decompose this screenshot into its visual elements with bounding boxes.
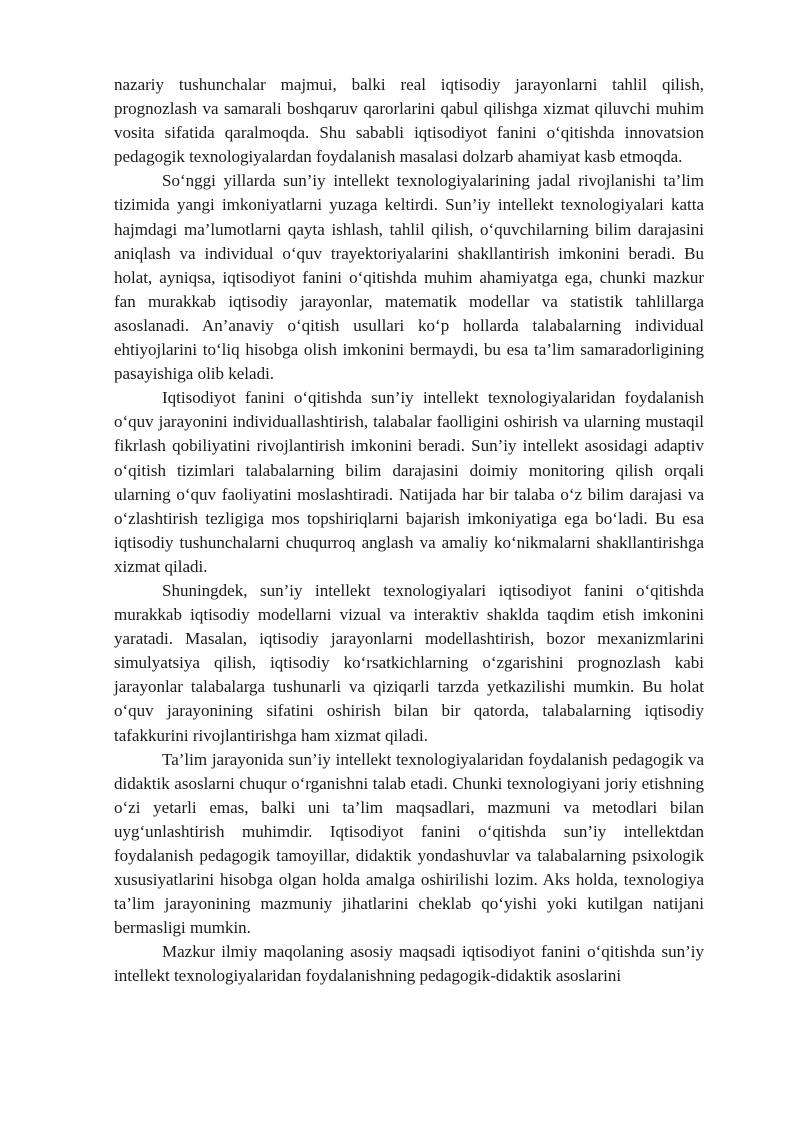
paragraph-ai-development: So‘nggi yillarda sun’iy intellekt texnologiyalarining jadal rivojlanishi ta’lim tizimida yangi imkoniyatlarni yuzaga keltirdi. Sun’iy intellekt texnologiyalari katta hajmdagi ma’lumotlarni qayta ishlash, tahlil qilish, o‘quvchilarning bilim darajasini aniqlash va individual o‘quv trayektoriyalarini shakllantirish imkonini beradi. Bu holat, ayniqsa, iqtisodiyot fanini o‘qitishda muhim ahamiyatga ega, chunki mazkur fan murakkab iqtisodiy jarayonlar, matematik modellar va statistik tahlillarga asoslanadi. An’anaviy o‘qitish usullari ko‘p hollarda talabalarning individual ehtiyojlarini to‘liq hisobga olish imkonini bermaydi, bu esa ta’lim samaradorligining pasayishiga olib keladi. <box>114 171 704 384</box>
paragraph-continuation: nazariy tushunchalar majmui, balki real iqtisodiy jarayonlarni tahlil qilish, prognozlash va samarali boshqaruv qarorlarini qabul qilishga xizmat qiluvchi muhim vosita sifatida qaralmoqda. Shu sababli iqtisodiyot fanini o‘qitishda innovatsion pedagogik texnologiyalardan foydalanish masalasi dolzarb ahamiyat kasb etmoqda. <box>114 75 704 167</box>
paragraph-visual-models: Shuningdek, sun’iy intellekt texnologiyalari iqtisodiyot fanini o‘qitishda murakkab iqtisodiy modellarni vizual va interaktiv shaklda taqdim etish imkonini yaratadi. Masalan, iqtisodiy jarayonlarni modellashtirish, bozor mexanizmlarini simulyatsiya qilish, iqtisodiy ko‘rsatkichlarning o‘zgarishini prognozlash kabi jarayonlar talabalarga tushunarli va qiziqarli tarzda yetkazilishi mumkin. Bu holat o‘quv jarayonining sifatini oshirish bilan bir qatorda, talabalarning iqtisodiy tafakkurini rivojlantirishga ham xizmat qiladi. <box>114 580 704 745</box>
paragraph-pedagogical-basis: Ta’lim jarayonida sun’iy intellekt texnologiyalaridan foydalanish pedagogik va didaktik asoslarni chuqur o‘rganishni talab etadi. Chunki texnologiyani joriy etishning o‘zi yetarli emas, balki uni ta’lim maqsadlari, mazmuni va metodlari bilan uyg‘unlashtirish muhimdir. Iqtisodiyot fanini o‘qitishda sun’iy intellektdan foydalanish pedagogik tamoyillar, didaktik yondashuvlar va talabalarning psixologik xususiyatlarini hisobga olgan holda amalga oshirilishi lozim. Aks holda, texnologiya ta’lim jarayonining mazmuniy jihatlarini cheklab qo‘yishi yoki kutilgan natijani bermasligi mumkin. <box>114 749 704 938</box>
document-page <box>114 73 704 989</box>
paragraph-individualization: Iqtisodiyot fanini o‘qitishda sun’iy intellekt texnologiyalaridan foydalanish o‘quv jarayonini individuallashtirish, talabalar faolligini oshirish va ularning mustaqil fikrlash qobiliyatini rivojlantirish imkonini beradi. Sun’iy intellekt asosidagi adaptiv o‘qitish tizimlari talabalarning bilim darajasini doimiy monitoring qilish orqali ularning o‘quv faoliyatini moslashtiradi. Natijada har bir talaba o‘z bilim darajasi va o‘zlashtirish tezligiga mos topshiriqlarni bajarish imkoniyatiga ega bo‘ladi. Bu esa iqtisodiy tushunchalarni chuqurroq anglash va amaliy ko‘nikmalarni shakllantirishga xizmat qiladi. <box>114 388 704 576</box>
paragraph-article-goal: Mazkur ilmiy maqolaning asosiy maqsadi iqtisodiyot fanini o‘qitishda sun’iy intellekt texnologiyalaridan foydalanishning pedagogik-didaktik asoslarini <box>114 942 704 986</box>
